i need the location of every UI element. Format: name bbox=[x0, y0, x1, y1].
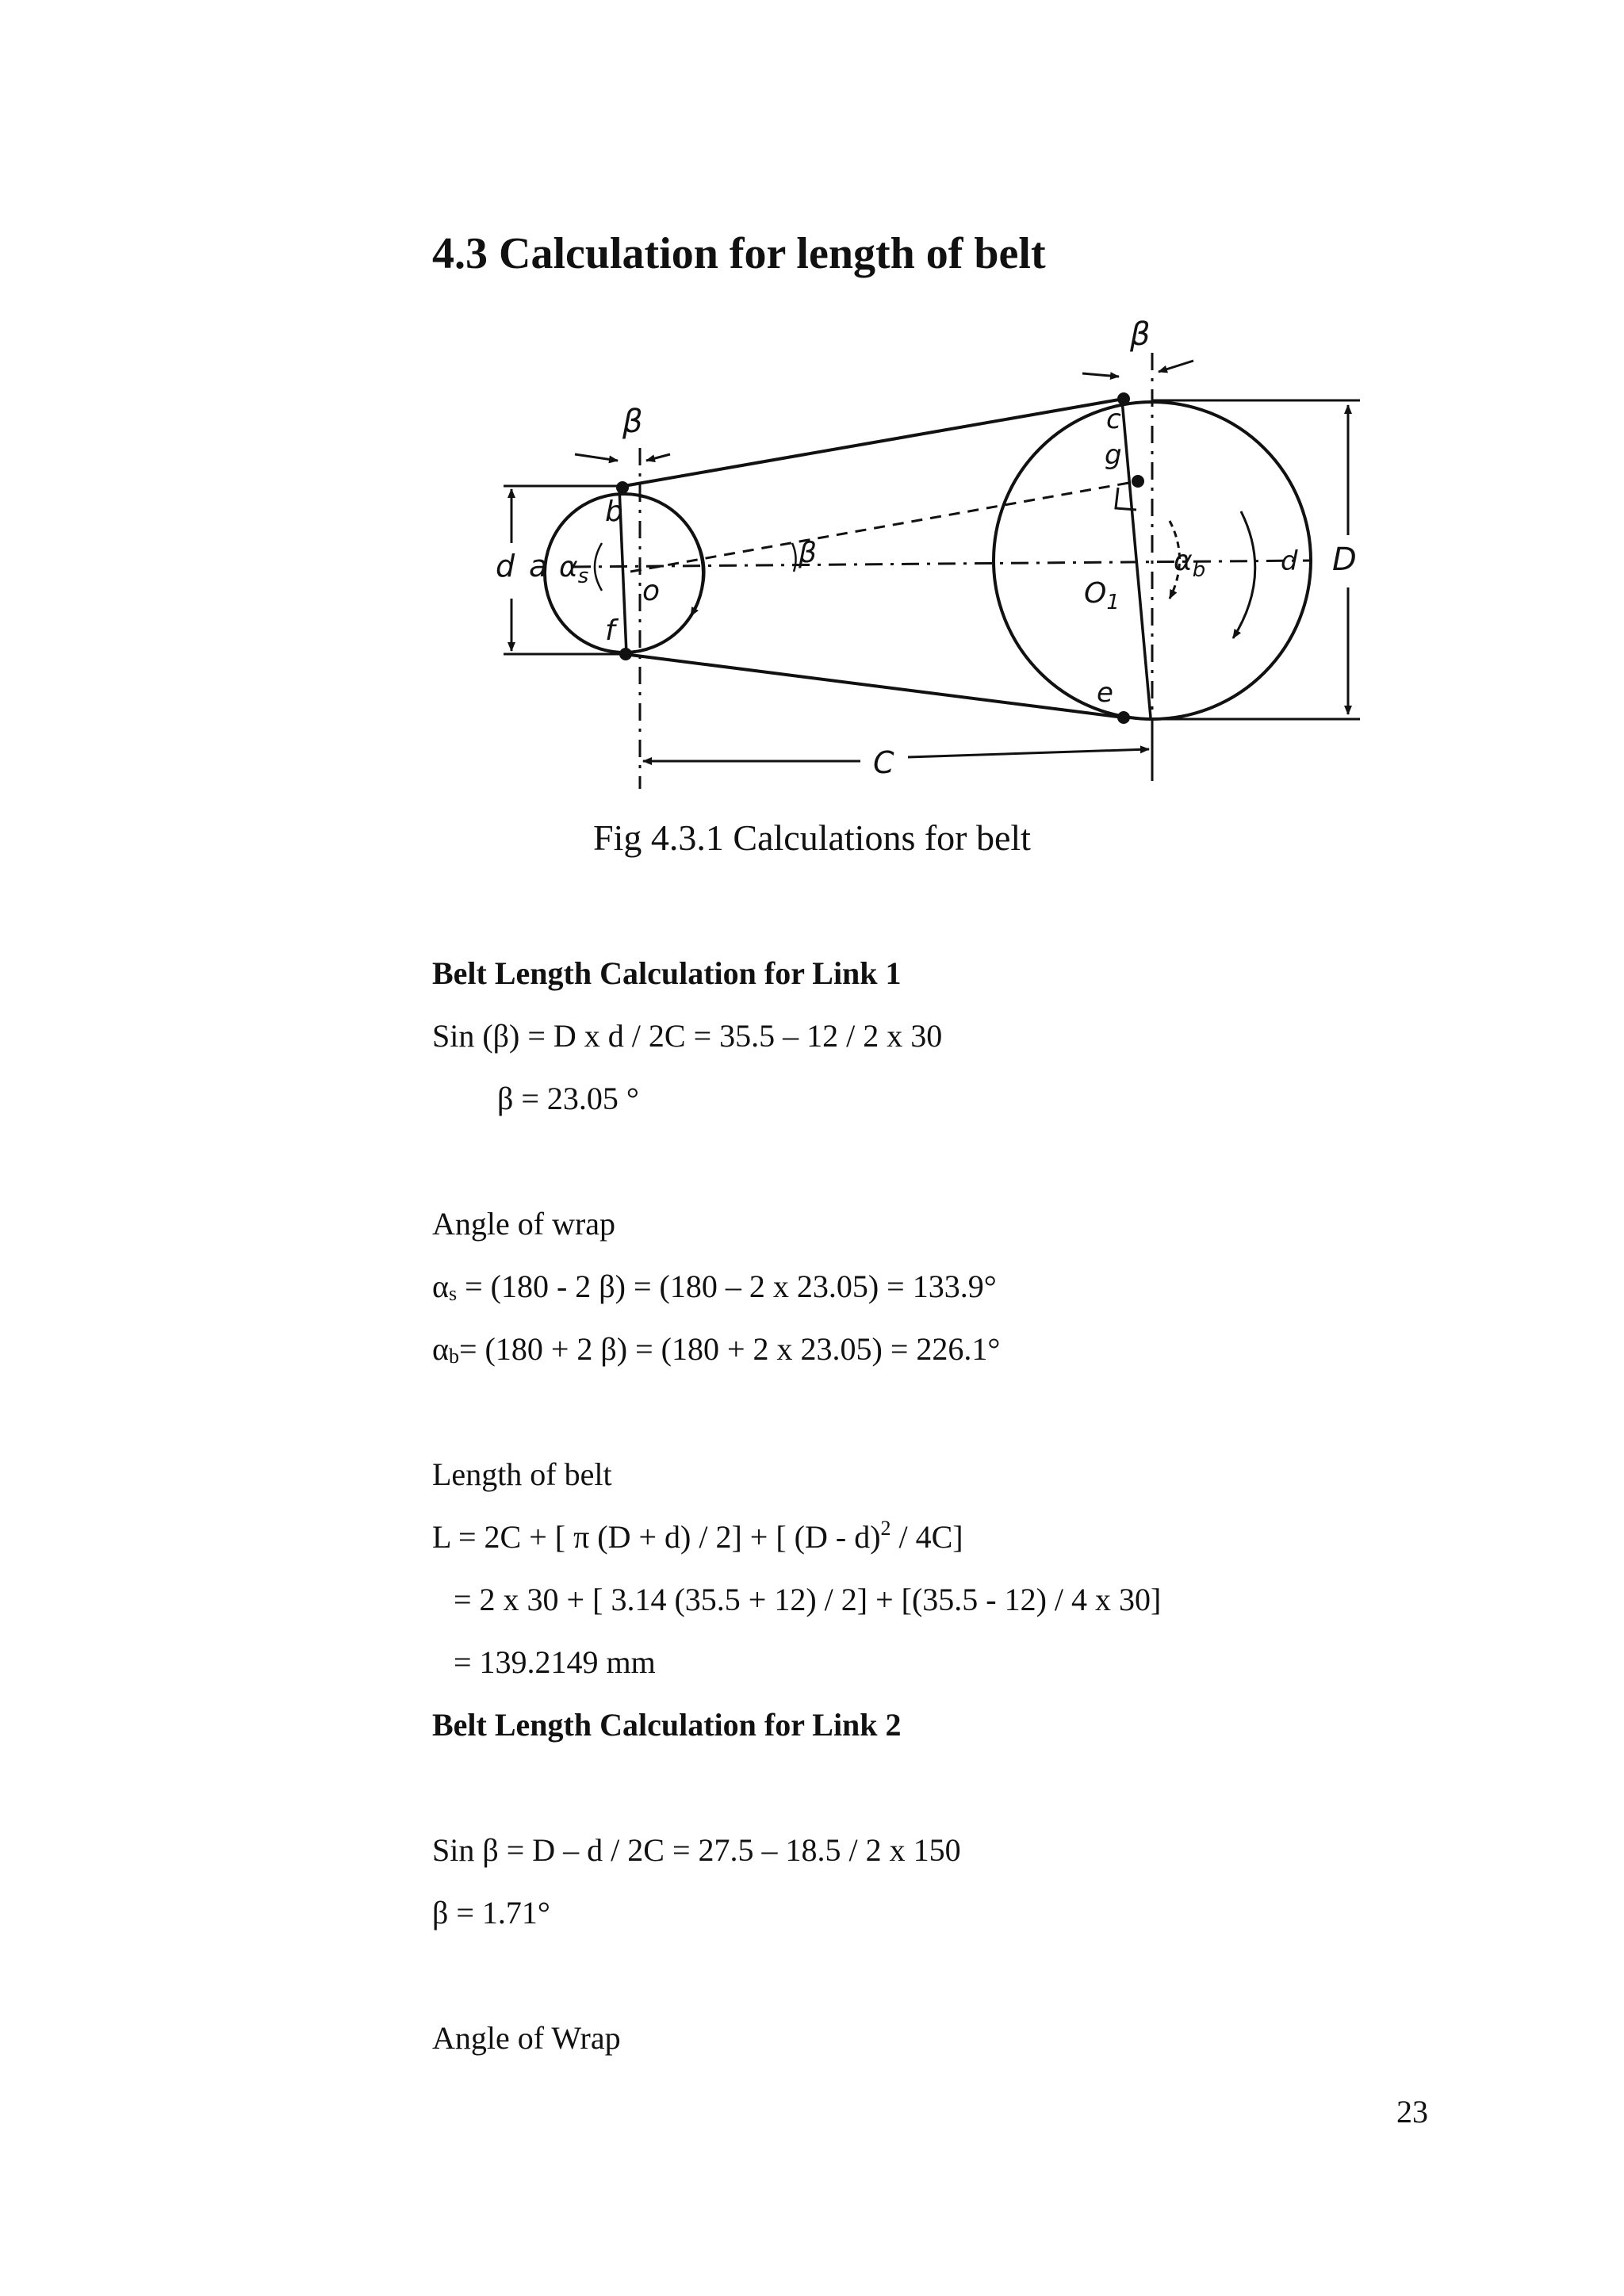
link1-sin-beta: Sin (β) = D x d / 2C = 35.5 – 12 / 2 x 30 bbox=[432, 1018, 943, 1054]
label-b: b bbox=[605, 496, 623, 528]
section-heading: 4.3 Calculation for length of belt bbox=[432, 229, 1046, 278]
link1-beta: β = 23.05 ° bbox=[497, 1081, 639, 1116]
label-e: e bbox=[1097, 677, 1113, 709]
label-f: f bbox=[605, 614, 615, 647]
label-alpha-b: $\alpha_b$ bbox=[1174, 545, 1206, 582]
link1-step: = 2 x 30 + [ 3.14 (35.5 + 12) / 2] + [(35.5 - 12) / 4 x 30] bbox=[454, 1582, 1162, 1617]
label-o1: $O_1$ bbox=[1084, 577, 1120, 614]
lower-belt bbox=[624, 654, 1124, 718]
label-d-right: d bbox=[1281, 545, 1298, 577]
link1-formula: L = 2C + [ π (D + d) / 2] + [ (D - d)$^2$ / 4C] bbox=[432, 1517, 963, 1555]
label-a: a bbox=[529, 549, 548, 584]
link2-title: Belt Length Calculation for Link 2 bbox=[432, 1707, 902, 1743]
label-c: c bbox=[1106, 404, 1121, 435]
label-C: C bbox=[873, 745, 894, 780]
label-D: D bbox=[1332, 541, 1357, 578]
link1-angle-of-wrap: Angle of wrap bbox=[432, 1206, 616, 1242]
link1-alpha-s: $\alpha_s = (180 - 2$ β) = (180 – 2 x 23.05) = 133.9° bbox=[432, 1269, 997, 1305]
link2-beta: β = 1.71° bbox=[432, 1895, 550, 1931]
link1-result: = 139.2149 mm bbox=[454, 1644, 656, 1680]
label-o: o bbox=[642, 575, 661, 607]
link1-title: Belt Length Calculation for Link 1 bbox=[432, 955, 902, 991]
label-alpha-s: $\alpha_s$ bbox=[559, 551, 589, 588]
page-number: 23 bbox=[1396, 2094, 1428, 2130]
link2-angle-of-wrap: Angle of Wrap bbox=[432, 2020, 621, 2056]
label-g: g bbox=[1105, 439, 1122, 471]
link1-alpha-b: $\alpha_b= (180 + 2$ β) = (180 + 2 x 23.05) = 226.1° bbox=[432, 1331, 1001, 1368]
label-beta-left: β bbox=[622, 404, 643, 440]
link1-length-of-belt: Length of belt bbox=[432, 1456, 612, 1492]
link2-sin-beta: Sin β = D – d / 2C = 27.5 – 18.5 / 2 x 150 bbox=[432, 1832, 961, 1868]
label-beta-mid: β bbox=[799, 537, 817, 569]
label-d: d bbox=[496, 549, 515, 584]
figure-caption: Fig 4.3.1 Calculations for belt bbox=[593, 817, 1031, 858]
label-beta-right: β bbox=[1130, 316, 1151, 353]
belt-drive-figure bbox=[432, 305, 1415, 797]
